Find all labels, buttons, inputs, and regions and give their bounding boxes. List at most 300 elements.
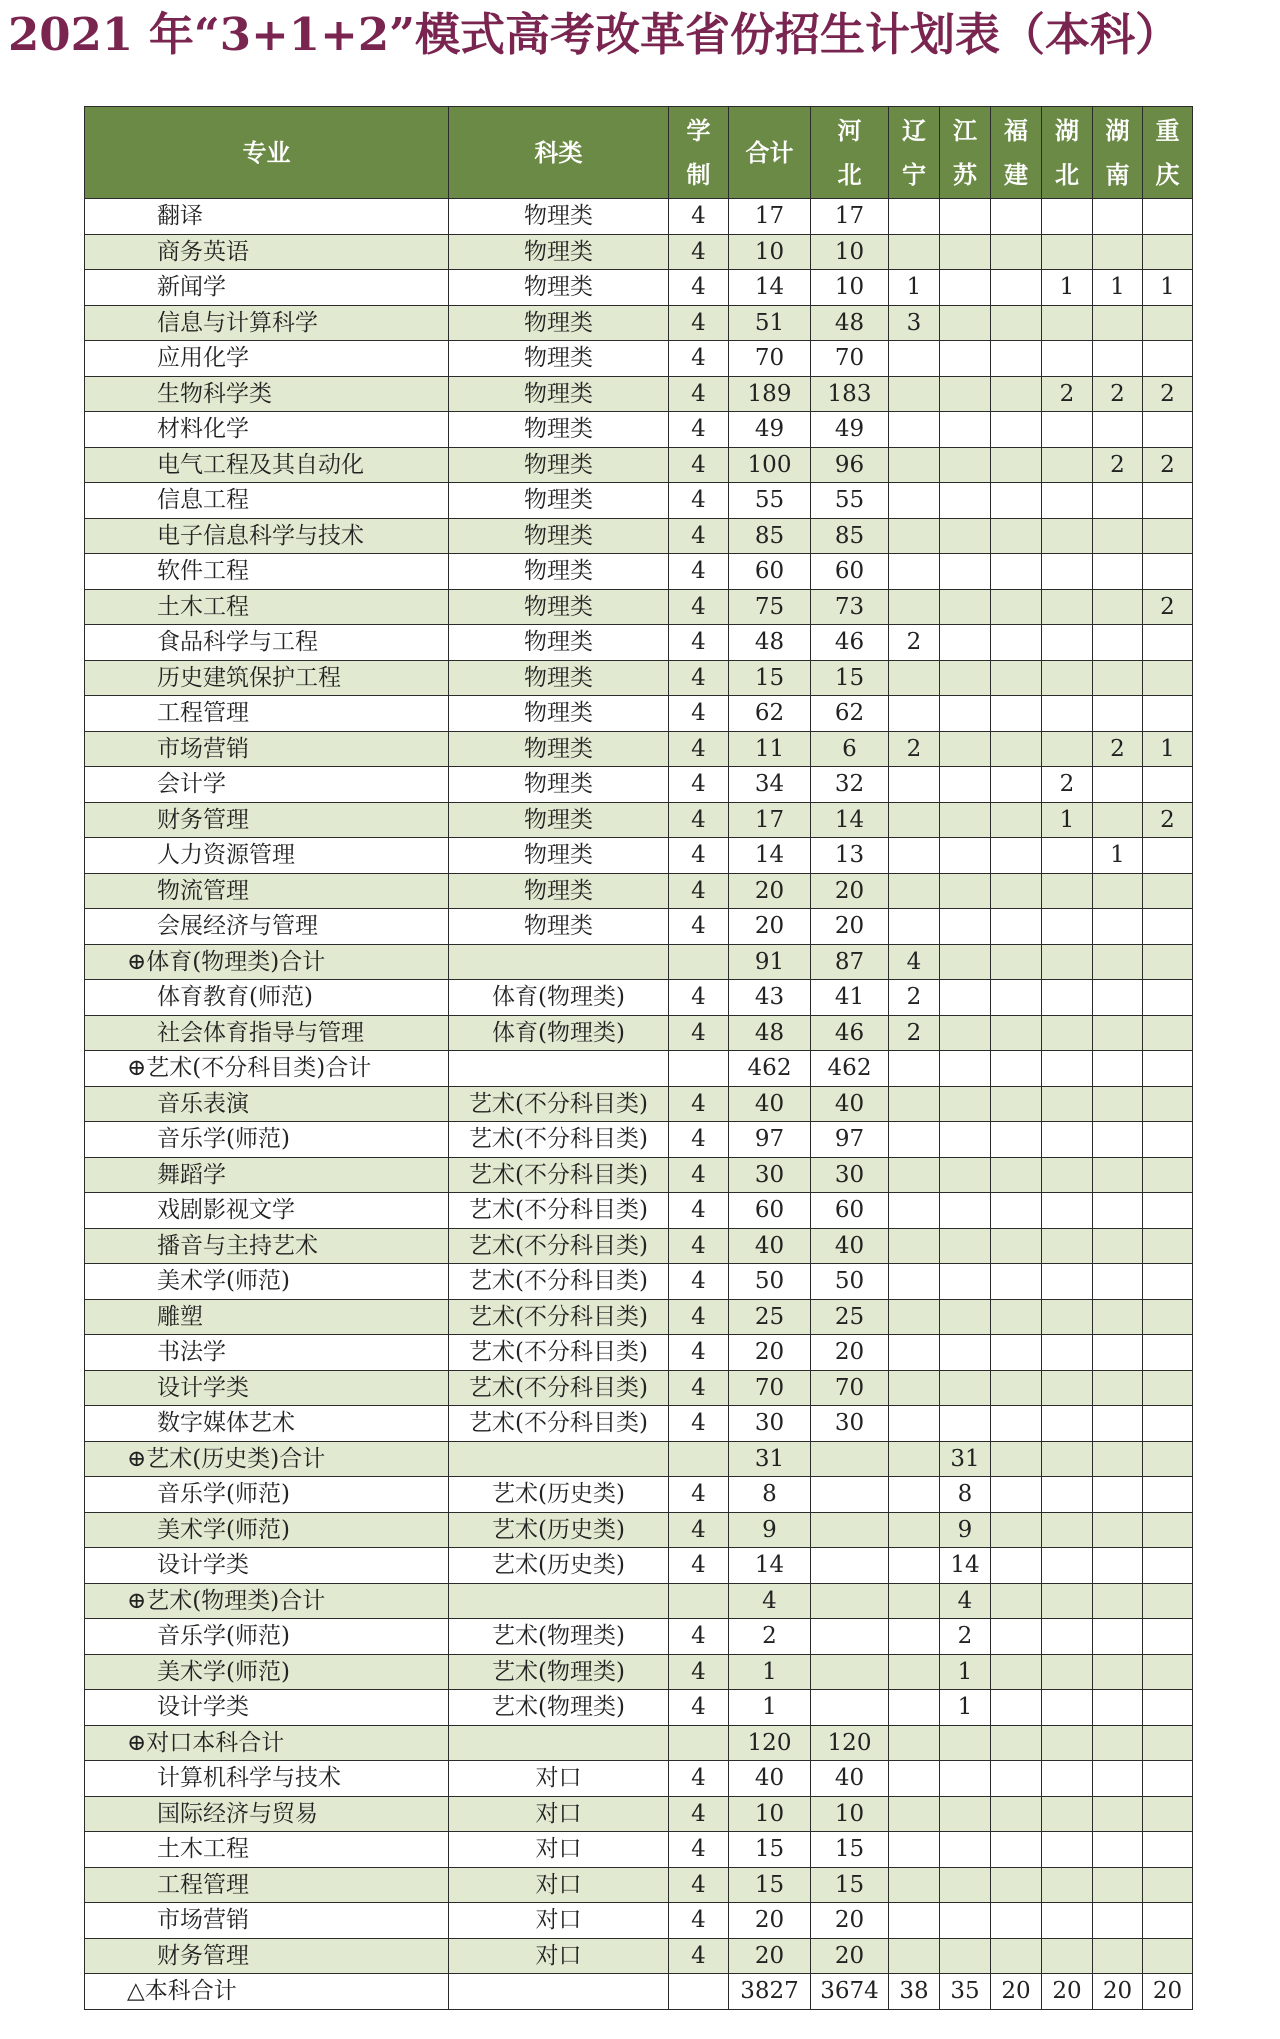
total-cell: 62 — [729, 696, 811, 732]
liaoning-cell — [889, 1619, 940, 1655]
table-row — [85, 589, 1193, 625]
chongqing-cell — [1143, 341, 1193, 377]
duration-cell: 4 — [669, 1619, 729, 1655]
hunan-cell: 2 — [1093, 447, 1143, 483]
total-cell: 70 — [729, 1370, 811, 1406]
fujian-cell — [991, 1725, 1042, 1761]
chongqing-cell — [1143, 554, 1193, 590]
liaoning-cell — [889, 1406, 940, 1442]
duration-cell: 4 — [669, 660, 729, 696]
category-cell: 物理类 — [449, 341, 669, 377]
category-cell: 物理类 — [449, 660, 669, 696]
hebei-cell: 462 — [811, 1051, 889, 1087]
category-cell: 物理类 — [449, 376, 669, 412]
chongqing-cell — [1143, 1903, 1193, 1939]
fujian-cell — [991, 589, 1042, 625]
table-row — [85, 980, 1193, 1016]
chongqing-cell — [1143, 1441, 1193, 1477]
major-cell: 社会体育指导与管理 — [85, 1015, 449, 1051]
jiangsu-cell — [940, 1867, 991, 1903]
major-cell: 土木工程 — [85, 1832, 449, 1868]
hebei-cell: 97 — [811, 1122, 889, 1158]
total-cell: 25 — [729, 1299, 811, 1335]
duration-cell: 4 — [669, 1406, 729, 1442]
table-row — [85, 1512, 1193, 1548]
major-cell: 音乐学(师范) — [85, 1122, 449, 1158]
chongqing-cell — [1143, 944, 1193, 980]
category-cell — [449, 1583, 669, 1619]
table-row — [85, 1903, 1193, 1939]
chongqing-cell — [1143, 1938, 1193, 1974]
table-row — [85, 1122, 1193, 1158]
liaoning-cell — [889, 554, 940, 590]
jiangsu-cell: 14 — [940, 1548, 991, 1584]
table-row — [85, 1761, 1193, 1797]
category-cell: 物理类 — [449, 554, 669, 590]
jiangsu-cell — [940, 483, 991, 519]
chongqing-cell — [1143, 767, 1193, 803]
hunan-cell — [1093, 234, 1143, 270]
hebei-cell: 48 — [811, 305, 889, 341]
table-row — [85, 1619, 1193, 1655]
duration-cell: 4 — [669, 1832, 729, 1868]
chongqing-cell — [1143, 696, 1193, 732]
hunan-cell — [1093, 1761, 1143, 1797]
hubei-cell — [1042, 1548, 1093, 1584]
category-cell: 物理类 — [449, 802, 669, 838]
major-cell: ⊕艺术(物理类)合计 — [85, 1583, 449, 1619]
jiangsu-cell — [940, 980, 991, 1016]
liaoning-cell — [889, 1122, 940, 1158]
table-row — [85, 696, 1193, 732]
hebei-cell: 20 — [811, 1903, 889, 1939]
jiangsu-cell — [940, 1725, 991, 1761]
category-cell: 物理类 — [449, 518, 669, 554]
chongqing-cell — [1143, 1725, 1193, 1761]
jiangsu-cell — [940, 341, 991, 377]
jiangsu-cell — [940, 1299, 991, 1335]
duration-cell: 4 — [669, 1015, 729, 1051]
hebei-cell — [811, 1619, 889, 1655]
category-cell: 艺术(物理类) — [449, 1690, 669, 1726]
fujian-cell — [991, 1548, 1042, 1584]
liaoning-cell — [889, 1228, 940, 1264]
hunan-cell — [1093, 341, 1143, 377]
major-cell: 设计学类 — [85, 1370, 449, 1406]
total-cell: 40 — [729, 1228, 811, 1264]
duration-cell: 4 — [669, 1477, 729, 1513]
category-cell — [449, 944, 669, 980]
chongqing-cell — [1143, 1832, 1193, 1868]
liaoning-cell — [889, 1867, 940, 1903]
hubei-cell — [1042, 731, 1093, 767]
page-title: 2021 年“3+1+2”模式高考改革省份招生计划表（本科） — [8, 8, 1181, 61]
table-row — [85, 1264, 1193, 1300]
hubei-cell — [1042, 1832, 1093, 1868]
hebei-cell: 40 — [811, 1086, 889, 1122]
duration-cell: 4 — [669, 234, 729, 270]
header-duration: 学 制 — [669, 107, 729, 199]
hebei-cell: 62 — [811, 696, 889, 732]
hebei-cell: 25 — [811, 1299, 889, 1335]
liaoning-cell — [889, 1583, 940, 1619]
hebei-cell: 15 — [811, 660, 889, 696]
hubei-cell — [1042, 483, 1093, 519]
jiangsu-cell — [940, 1122, 991, 1158]
hubei-cell — [1042, 1761, 1093, 1797]
jiangsu-cell — [940, 838, 991, 874]
category-cell: 对口 — [449, 1761, 669, 1797]
major-cell: 信息工程 — [85, 483, 449, 519]
major-cell: 音乐表演 — [85, 1086, 449, 1122]
major-cell: 国际经济与贸易 — [85, 1796, 449, 1832]
major-cell: 食品科学与工程 — [85, 625, 449, 661]
table-row — [85, 1583, 1193, 1619]
chongqing-cell — [1143, 873, 1193, 909]
total-cell: 30 — [729, 1406, 811, 1442]
total-cell: 15 — [729, 660, 811, 696]
hunan-cell — [1093, 980, 1143, 1016]
hebei-cell: 15 — [811, 1832, 889, 1868]
duration-cell: 4 — [669, 1122, 729, 1158]
jiangsu-cell: 1 — [940, 1690, 991, 1726]
hubei-cell — [1042, 1796, 1093, 1832]
liaoning-cell — [889, 376, 940, 412]
category-cell: 物理类 — [449, 270, 669, 306]
total-cell: 17 — [729, 199, 811, 235]
hebei-cell: 87 — [811, 944, 889, 980]
table-row — [85, 625, 1193, 661]
jiangsu-cell — [940, 1086, 991, 1122]
jiangsu-cell — [940, 802, 991, 838]
liaoning-cell — [889, 1477, 940, 1513]
table-row — [85, 1725, 1193, 1761]
hunan-cell — [1093, 1867, 1143, 1903]
liaoning-cell — [889, 1335, 940, 1371]
jiangsu-cell — [940, 696, 991, 732]
chongqing-cell: 2 — [1143, 802, 1193, 838]
liaoning-cell — [889, 696, 940, 732]
liaoning-cell — [889, 1299, 940, 1335]
major-cell: 翻译 — [85, 199, 449, 235]
category-cell: 艺术(物理类) — [449, 1654, 669, 1690]
liaoning-cell: 2 — [889, 731, 940, 767]
jiangsu-cell — [940, 554, 991, 590]
fujian-cell — [991, 1619, 1042, 1655]
chongqing-cell — [1143, 305, 1193, 341]
jiangsu-cell — [940, 1832, 991, 1868]
table-row — [85, 1548, 1193, 1584]
duration-cell: 4 — [669, 1086, 729, 1122]
hubei-cell — [1042, 1867, 1093, 1903]
liaoning-cell — [889, 909, 940, 945]
liaoning-cell — [889, 234, 940, 270]
major-cell: 戏剧影视文学 — [85, 1193, 449, 1229]
hebei-cell: 50 — [811, 1264, 889, 1300]
fujian-cell — [991, 838, 1042, 874]
table-row — [85, 660, 1193, 696]
duration-cell: 4 — [669, 838, 729, 874]
major-cell: 美术学(师范) — [85, 1654, 449, 1690]
major-cell: 信息与计算科学 — [85, 305, 449, 341]
total-cell: 10 — [729, 234, 811, 270]
chongqing-cell — [1143, 1193, 1193, 1229]
chongqing-cell: 1 — [1143, 731, 1193, 767]
hubei-cell — [1042, 1335, 1093, 1371]
hunan-cell — [1093, 944, 1143, 980]
fujian-cell — [991, 1441, 1042, 1477]
hebei-cell: 32 — [811, 767, 889, 803]
table-row — [85, 305, 1193, 341]
hubei-cell — [1042, 589, 1093, 625]
chongqing-cell — [1143, 518, 1193, 554]
header-total: 合计 — [729, 107, 811, 199]
chongqing-cell — [1143, 980, 1193, 1016]
category-cell: 艺术(历史类) — [449, 1548, 669, 1584]
chongqing-cell: 2 — [1143, 589, 1193, 625]
duration-cell: 4 — [669, 412, 729, 448]
fujian-cell — [991, 1335, 1042, 1371]
hunan-cell — [1093, 1654, 1143, 1690]
chongqing-cell — [1143, 909, 1193, 945]
table-row — [85, 1796, 1193, 1832]
hunan-cell — [1093, 1015, 1143, 1051]
jiangsu-cell — [940, 625, 991, 661]
enrollment-plan-table — [84, 106, 1193, 2010]
total-cell: 9 — [729, 1512, 811, 1548]
fujian-cell — [991, 447, 1042, 483]
hebei-cell: 6 — [811, 731, 889, 767]
fujian-cell — [991, 944, 1042, 980]
table-row — [85, 1867, 1193, 1903]
hubei-cell — [1042, 554, 1093, 590]
hebei-cell: 70 — [811, 341, 889, 377]
hubei-cell — [1042, 1512, 1093, 1548]
chongqing-cell — [1143, 625, 1193, 661]
table-row — [85, 1370, 1193, 1406]
hubei-cell — [1042, 1406, 1093, 1442]
hubei-cell — [1042, 412, 1093, 448]
fujian-cell — [991, 909, 1042, 945]
fujian-cell — [991, 1193, 1042, 1229]
duration-cell: 4 — [669, 447, 729, 483]
category-cell: 艺术(不分科目类) — [449, 1335, 669, 1371]
duration-cell: 4 — [669, 873, 729, 909]
major-cell: △本科合计 — [85, 1974, 449, 2010]
hebei-cell: 41 — [811, 980, 889, 1016]
hubei-cell — [1042, 625, 1093, 661]
hunan-cell — [1093, 1583, 1143, 1619]
hunan-cell — [1093, 873, 1143, 909]
category-cell: 物理类 — [449, 483, 669, 519]
category-cell: 艺术(历史类) — [449, 1477, 669, 1513]
chongqing-cell: 20 — [1143, 1974, 1193, 2010]
chongqing-cell — [1143, 199, 1193, 235]
fujian-cell — [991, 1761, 1042, 1797]
liaoning-cell — [889, 1157, 940, 1193]
hebei-cell: 17 — [811, 199, 889, 235]
category-cell: 艺术(不分科目类) — [449, 1228, 669, 1264]
hubei-cell — [1042, 1654, 1093, 1690]
chongqing-cell — [1143, 1015, 1193, 1051]
category-cell: 艺术(物理类) — [449, 1619, 669, 1655]
table-row — [85, 909, 1193, 945]
major-cell: 电子信息科学与技术 — [85, 518, 449, 554]
category-cell: 物理类 — [449, 305, 669, 341]
chongqing-cell — [1143, 1157, 1193, 1193]
fujian-cell — [991, 1690, 1042, 1726]
hunan-cell — [1093, 1477, 1143, 1513]
duration-cell — [669, 1974, 729, 2010]
total-cell: 55 — [729, 483, 811, 519]
fujian-cell — [991, 1583, 1042, 1619]
jiangsu-cell: 4 — [940, 1583, 991, 1619]
duration-cell: 4 — [669, 1654, 729, 1690]
hebei-cell: 70 — [811, 1370, 889, 1406]
category-cell: 艺术(不分科目类) — [449, 1299, 669, 1335]
jiangsu-cell — [940, 376, 991, 412]
total-cell: 14 — [729, 270, 811, 306]
liaoning-cell — [889, 1690, 940, 1726]
hubei-cell — [1042, 873, 1093, 909]
jiangsu-cell — [940, 1761, 991, 1797]
hunan-cell: 20 — [1093, 1974, 1143, 2010]
fujian-cell — [991, 873, 1042, 909]
duration-cell — [669, 1725, 729, 1761]
hunan-cell — [1093, 483, 1143, 519]
major-cell: 工程管理 — [85, 1867, 449, 1903]
hebei-cell: 73 — [811, 589, 889, 625]
liaoning-cell — [889, 589, 940, 625]
hubei-cell — [1042, 518, 1093, 554]
table-row — [85, 1441, 1193, 1477]
chongqing-cell — [1143, 1867, 1193, 1903]
duration-cell: 4 — [669, 980, 729, 1016]
jiangsu-cell — [940, 199, 991, 235]
hubei-cell — [1042, 305, 1093, 341]
liaoning-cell — [889, 1086, 940, 1122]
hubei-cell — [1042, 1122, 1093, 1158]
hubei-cell — [1042, 1441, 1093, 1477]
table-row — [85, 1299, 1193, 1335]
hunan-cell — [1093, 1938, 1143, 1974]
duration-cell: 4 — [669, 1264, 729, 1300]
hunan-cell — [1093, 1512, 1143, 1548]
table-row — [85, 767, 1193, 803]
category-cell: 物理类 — [449, 234, 669, 270]
fujian-cell — [991, 696, 1042, 732]
jiangsu-cell — [940, 1051, 991, 1087]
chongqing-cell — [1143, 1335, 1193, 1371]
liaoning-cell — [889, 483, 940, 519]
liaoning-cell — [889, 1654, 940, 1690]
hunan-cell — [1093, 1122, 1143, 1158]
liaoning-cell — [889, 660, 940, 696]
fujian-cell — [991, 1086, 1042, 1122]
category-cell: 艺术(不分科目类) — [449, 1157, 669, 1193]
chongqing-cell — [1143, 1761, 1193, 1797]
duration-cell: 4 — [669, 1761, 729, 1797]
hubei-cell — [1042, 980, 1093, 1016]
hunan-cell — [1093, 696, 1143, 732]
duration-cell: 4 — [669, 1228, 729, 1264]
chongqing-cell — [1143, 660, 1193, 696]
hebei-cell: 96 — [811, 447, 889, 483]
total-cell: 20 — [729, 1335, 811, 1371]
hubei-cell: 2 — [1042, 767, 1093, 803]
hebei-cell: 40 — [811, 1228, 889, 1264]
hubei-cell — [1042, 660, 1093, 696]
liaoning-cell — [889, 1512, 940, 1548]
total-cell: 50 — [729, 1264, 811, 1300]
duration-cell: 4 — [669, 305, 729, 341]
fujian-cell — [991, 1406, 1042, 1442]
fujian-cell — [991, 1903, 1042, 1939]
category-cell: 对口 — [449, 1832, 669, 1868]
table-row — [85, 731, 1193, 767]
major-cell: 美术学(师范) — [85, 1264, 449, 1300]
hunan-cell — [1093, 1796, 1143, 1832]
duration-cell: 4 — [669, 625, 729, 661]
duration-cell: 4 — [669, 199, 729, 235]
hubei-cell — [1042, 1583, 1093, 1619]
chongqing-cell — [1143, 1264, 1193, 1300]
major-cell: 工程管理 — [85, 696, 449, 732]
total-cell: 40 — [729, 1086, 811, 1122]
fujian-cell — [991, 1157, 1042, 1193]
hubei-cell — [1042, 909, 1093, 945]
total-cell: 8 — [729, 1477, 811, 1513]
liaoning-cell — [889, 1264, 940, 1300]
hebei-cell — [811, 1583, 889, 1619]
hunan-cell: 1 — [1093, 270, 1143, 306]
total-cell: 49 — [729, 412, 811, 448]
hunan-cell — [1093, 1903, 1143, 1939]
liaoning-cell — [889, 1051, 940, 1087]
hebei-cell — [811, 1548, 889, 1584]
hunan-cell — [1093, 518, 1143, 554]
major-cell: 历史建筑保护工程 — [85, 660, 449, 696]
category-cell: 艺术(历史类) — [449, 1512, 669, 1548]
jiangsu-cell — [940, 767, 991, 803]
liaoning-cell — [889, 1938, 940, 1974]
total-cell: 11 — [729, 731, 811, 767]
hubei-cell — [1042, 1370, 1093, 1406]
jiangsu-cell — [940, 1157, 991, 1193]
total-cell: 10 — [729, 1796, 811, 1832]
total-cell: 51 — [729, 305, 811, 341]
category-cell: 对口 — [449, 1938, 669, 1974]
hunan-cell: 2 — [1093, 731, 1143, 767]
hebei-cell — [811, 1441, 889, 1477]
chongqing-cell — [1143, 1122, 1193, 1158]
fujian-cell — [991, 1264, 1042, 1300]
total-cell: 75 — [729, 589, 811, 625]
major-cell: 电气工程及其自动化 — [85, 447, 449, 483]
hunan-cell — [1093, 1725, 1143, 1761]
major-cell: 财务管理 — [85, 1938, 449, 1974]
chongqing-cell — [1143, 1406, 1193, 1442]
category-cell: 物理类 — [449, 731, 669, 767]
jiangsu-cell — [940, 518, 991, 554]
category-cell: 对口 — [449, 1867, 669, 1903]
total-cell: 70 — [729, 341, 811, 377]
hebei-cell — [811, 1654, 889, 1690]
hubei-cell — [1042, 838, 1093, 874]
header-major: 专业 — [85, 107, 449, 199]
jiangsu-cell — [940, 589, 991, 625]
table-row — [85, 518, 1193, 554]
